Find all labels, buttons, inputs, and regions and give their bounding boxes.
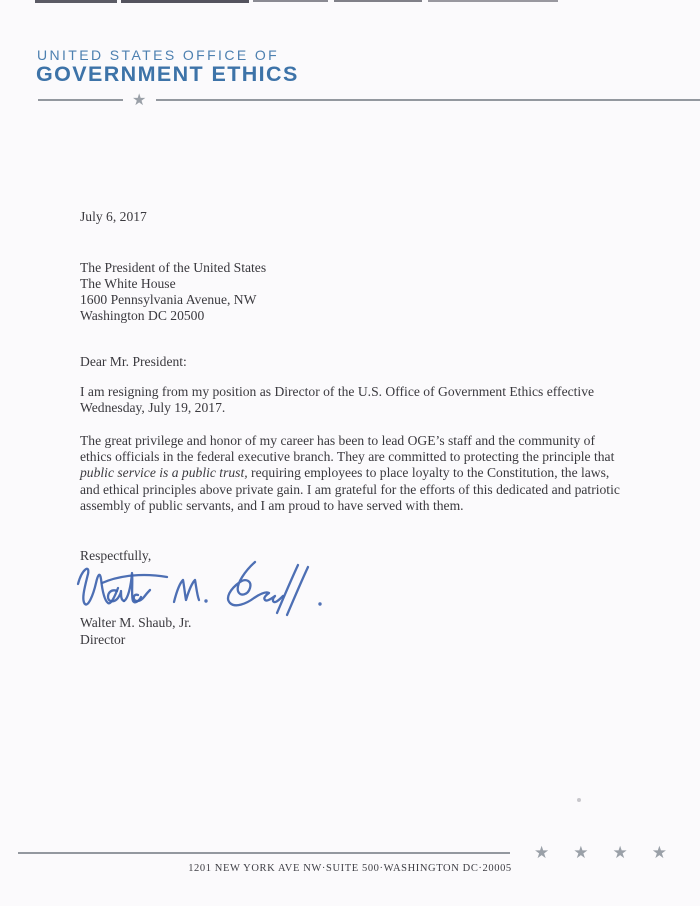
letter-date: July 6, 2017 [80,209,147,224]
recipient-line: The White House [80,276,176,291]
divider-dash [38,99,123,101]
star-icon: ★ [534,842,550,863]
divider-line [156,99,700,101]
recipient-line: The President of the United States [80,260,267,275]
recipient-line: 1600 Pennsylvania Avenue, NW [80,292,257,307]
recipient-address [80,260,266,324]
paragraph-career-after: requiring employees to place loyalty to the Constitution, the laws, and ethical principles above private gain. I am grateful for the efforts of this dedicated and patriotic assembly of public servants, and I am proud to have served with them. [80,465,620,513]
signature [70,558,326,622]
org-name-line1: UNITED STATES OFFICE OF [37,47,280,63]
footer-line [18,852,510,854]
salutation: Dear Mr. President: [80,354,187,369]
signer-title: Director [80,632,126,647]
paragraph-career-before: The great privilege and honor of my career has been to lead OGE’s staff and the community of ethics officials in the federal executive branch. They are committed to protecting the principle that [80,433,615,465]
footer-divider [18,844,667,862]
paragraph-resignation: I am resigning from my position as Director of the U.S. Office of Government Ethics effective Wednesday, July 19, 2017. [80,384,595,416]
recipient-line: Washington DC 20500 [80,308,205,323]
paragraph-career-italic-phrase: public service is a public trust, [80,465,248,481]
footer-address: 1201 NEW YORK AVE NW·SUITE 500·WASHINGTON DC·20005 [188,863,512,874]
closing: Respectfully, [80,548,152,563]
paragraph-career [80,433,624,514]
letterhead-divider [38,92,700,108]
star-icon: ★ [132,90,147,109]
star-icon: ★ [651,842,667,863]
star-icon: ★ [612,842,628,863]
org-name-line2: GOVERNMENT ETHICS [36,62,299,86]
scan-speck [577,798,581,802]
star-icon: ★ [573,842,589,863]
signer-name: Walter M. Shaub, Jr. [80,615,192,630]
scan-artifact [0,0,700,5]
